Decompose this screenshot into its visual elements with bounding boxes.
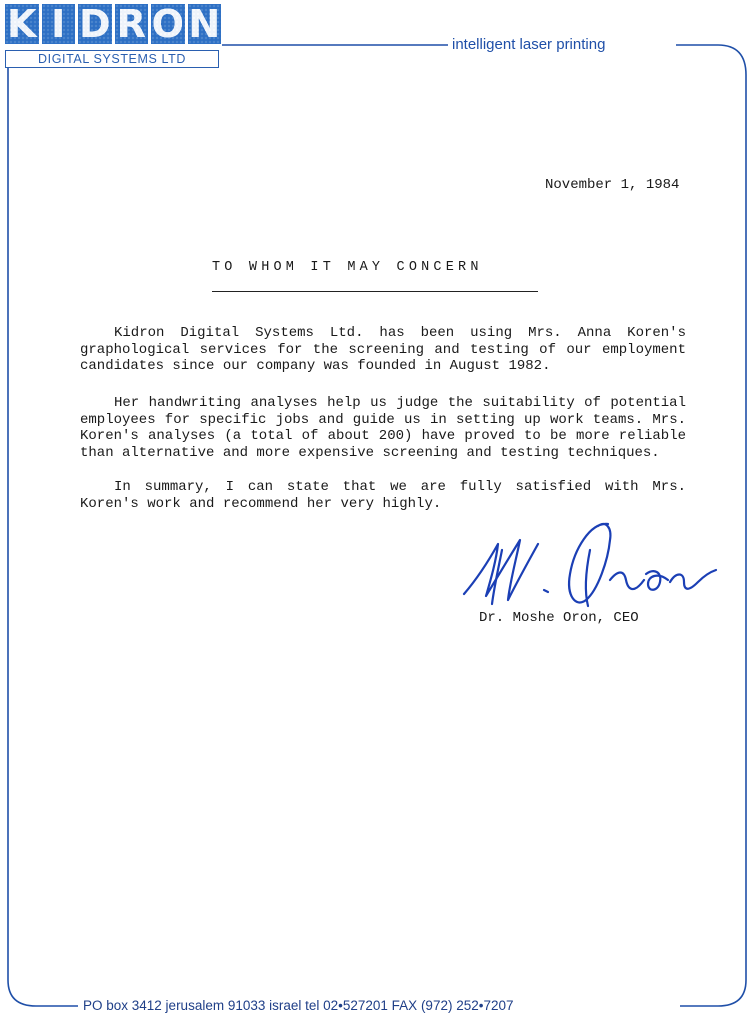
paragraph-2	[80, 395, 686, 461]
tagline: intelligent laser printing	[452, 36, 606, 53]
logo-letter: N	[188, 2, 221, 46]
footer-address: PO box 3412 jerusalem 91033 israel tel 02•527201 FAX (972) 252•7207	[80, 998, 517, 1013]
heading-underline	[212, 291, 538, 292]
logo-letter: I	[42, 4, 76, 44]
company-logo	[5, 4, 221, 68]
paragraph-3	[80, 479, 686, 512]
logo-letter: R	[115, 4, 149, 44]
handwritten-signature	[458, 510, 720, 618]
company-name-box: DIGITAL SYSTEMS LTD	[5, 50, 219, 68]
logo-wordmark	[5, 4, 221, 46]
paragraph-text: Kidron Digital Systems Ltd. has been using Mrs. Anna Koren's graphological services for the screening and testing of our employment candidates since our company was founded in August 1982.	[80, 325, 686, 374]
logo-letter: O	[151, 2, 184, 46]
signer-name: Dr. Moshe Oron, CEO	[479, 610, 639, 626]
letter-date: November 1, 1984	[545, 177, 680, 193]
logo-letter: K	[5, 4, 39, 44]
logo-letter: D	[78, 2, 111, 46]
letter-heading: TO WHOM IT MAY CONCERN	[212, 260, 483, 275]
paragraph-text: Her handwriting analyses help us judge the suitability of potential employees for specific jobs and guide us in setting up work teams. Mrs. Koren's analyses (a total of about 200) have proved to be more reliable than alternative and more expensive screening and testing techniques.	[80, 395, 686, 461]
paragraph-1	[80, 325, 686, 375]
paragraph-text: In summary, I can state that we are fully satisfied with Mrs. Koren's work and recommend her very highly.	[80, 479, 686, 512]
